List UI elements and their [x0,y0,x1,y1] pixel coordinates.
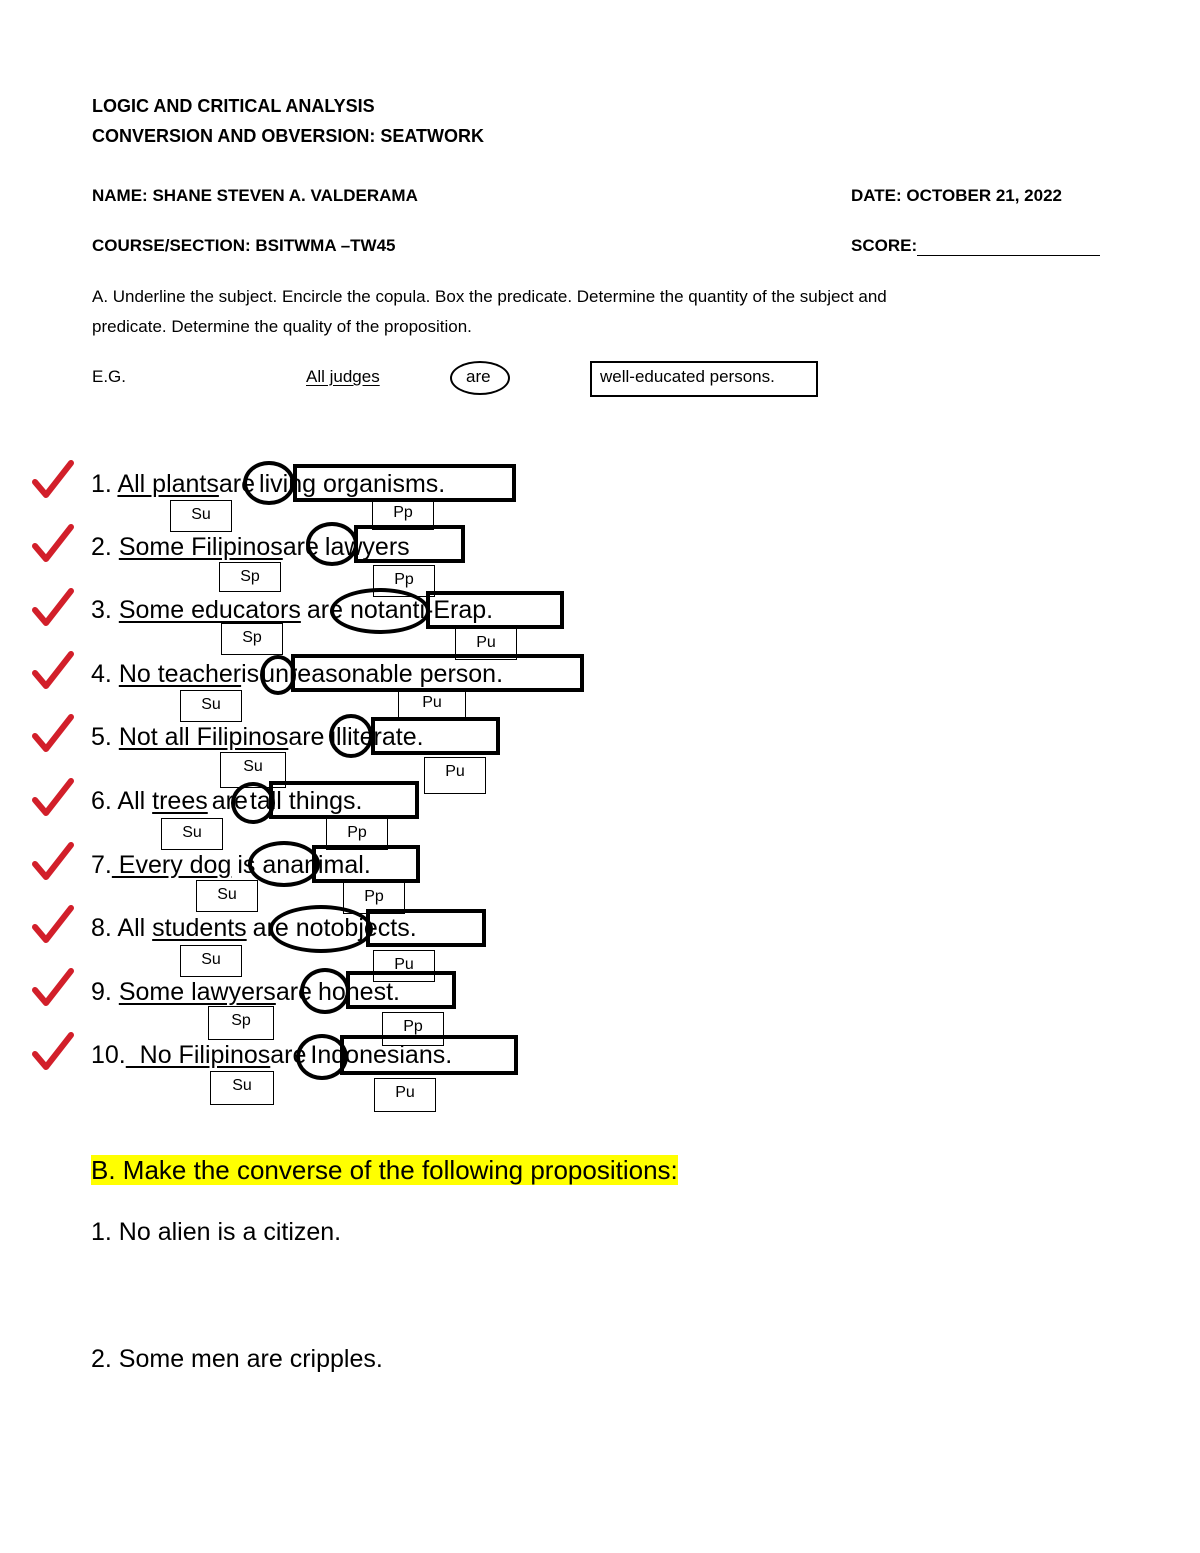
item-subject: No Filipinos [125,1041,271,1069]
item-copula: are [275,978,312,1006]
item-subject: trees [152,787,208,815]
subject-quantity-tag: Su [210,1071,274,1105]
question-1: 1. No alien is a citizen. [91,1218,342,1246]
subject-quantity-tag: Su [161,818,223,850]
predicate-quantity-tag: Pp [372,498,434,530]
item-predicate: lawyers [324,533,410,561]
item-number: 10. [91,1041,126,1069]
predicate-quantity-tag: Pp [343,882,405,914]
score-blank [917,237,1100,256]
check-icon [32,905,74,947]
predicate-box [354,525,465,563]
predicate-quantity-tag: Pu [424,757,486,794]
item-subject: Not all Filipinos [118,723,289,751]
predicate-box [293,464,516,502]
item-predicate: living organisms. [259,470,446,498]
list-item: 6. All trees aretall things. [91,787,363,815]
subject-quantity-tag: Sp [219,562,281,592]
predicate-quantity-tag: Pp [326,818,388,850]
copula-circle [306,522,358,566]
example-label: E.G. [92,367,127,386]
predicate-quantity-tag: Pu [455,628,517,660]
predicate-box [371,717,500,755]
item-number: 8. [91,914,112,942]
worksheet-title: CONVERSION AND OBVERSION: SEATWORK [92,126,485,146]
copula-circle [248,841,320,887]
question-2: 2. Some men are cripples. [91,1345,383,1373]
check-icon [32,524,74,566]
predicate-quantity-tag: Pu [398,688,466,720]
item-number: 9. [91,978,112,1006]
item-subject: Some Filipinos [118,533,283,561]
course-title: LOGIC AND CRITICAL ANALYSIS [92,96,375,116]
predicate-quantity-tag: Pp [382,1012,444,1046]
item-copula: are [270,1041,307,1069]
copula-circle [243,461,295,505]
example-predicate: well-educated persons. [600,367,775,386]
item-copula: are [282,533,319,561]
item-copula: is [241,660,260,688]
copula-circle [330,588,430,634]
item-subject: Some lawyers [118,978,276,1006]
item-predicate: illiterate. [330,723,424,751]
subject-quantity-tag: Su [180,690,242,722]
item-number: 5. [91,723,112,751]
predicate-quantity-tag: Pu [374,1078,436,1112]
subject-quantity-tag: Su [220,752,286,788]
item-number: 1. [91,470,112,498]
item-predicate: Indonesians. [310,1041,453,1069]
instruction-line-1: A. Underline the subject. Encircle the copula. Box the predicate. Determine the quantity of the subject and [92,287,887,306]
check-icon [32,460,74,502]
subject-quantity-tag: Sp [221,623,283,655]
subject-quantity-tag: Su [196,880,258,912]
predicate-quantity-tag: Pu [373,950,435,982]
item-subject: students [152,914,247,942]
predicate-box [291,654,584,692]
item-copula: are [288,723,325,751]
student-name: NAME: SHANE STEVEN A. VALDERAMA [92,186,418,205]
check-icon [32,651,74,693]
item-subject: Some educators [118,596,301,624]
item-subject: No teacher [118,660,242,688]
predicate-box [269,781,419,819]
item-copula: are [211,787,248,815]
predicate-quantity-tag: Pp [373,565,435,597]
item-predicate: honest. [317,978,400,1006]
copula-circle [269,905,373,953]
predicate-box [366,909,486,947]
subject-quantity-tag: Su [170,500,232,532]
instruction-line-2: predicate. Determine the quality of the proposition. [92,317,472,336]
item-number: 7. [91,851,112,879]
check-icon [32,714,74,756]
copula-circle [300,968,350,1014]
item-predicate: animal. [290,851,371,879]
check-icon [32,842,74,884]
section-b-heading: B. Make the converse of the following propositions: [91,1155,678,1185]
item-copula: are not [252,914,331,942]
check-icon [32,1032,74,1074]
subject-quantity-tag: Su [180,945,242,977]
check-icon [32,778,74,820]
item-number: 3. [91,596,112,624]
date-field: DATE: OCTOBER 21, 2022 [851,186,1062,205]
predicate-box [340,1035,518,1075]
list-item: 8. All students are notobjects. [91,914,417,942]
predicate-box [426,591,564,629]
item-number: 6. [91,787,112,815]
subject-quantity-tag: Sp [208,1006,274,1040]
predicate-box [312,845,420,883]
item-subject: Every dog [111,851,232,879]
item-predicate: tall things. [249,787,363,815]
item-number: 2. [91,533,112,561]
course-section: COURSE/SECTION: BSITWMA –TW45 [92,236,396,255]
item-copula: are [218,470,256,498]
check-icon [32,968,74,1010]
item-predicate: objects. [330,914,417,942]
item-number: 4. [91,660,112,688]
item-copula: is an [237,851,291,879]
score-field: SCORE: [851,236,1100,256]
item-subject: All plants [117,470,219,498]
item-copula: are not [306,596,385,624]
example-copula: are [466,367,491,386]
item-predicate: unreasonable person. [261,660,504,688]
predicate-box [346,971,456,1009]
item-predicate: anti-Erap. [384,596,494,624]
copula-circle [329,714,373,758]
check-icon [32,588,74,630]
example-subject: All judges [306,367,380,386]
